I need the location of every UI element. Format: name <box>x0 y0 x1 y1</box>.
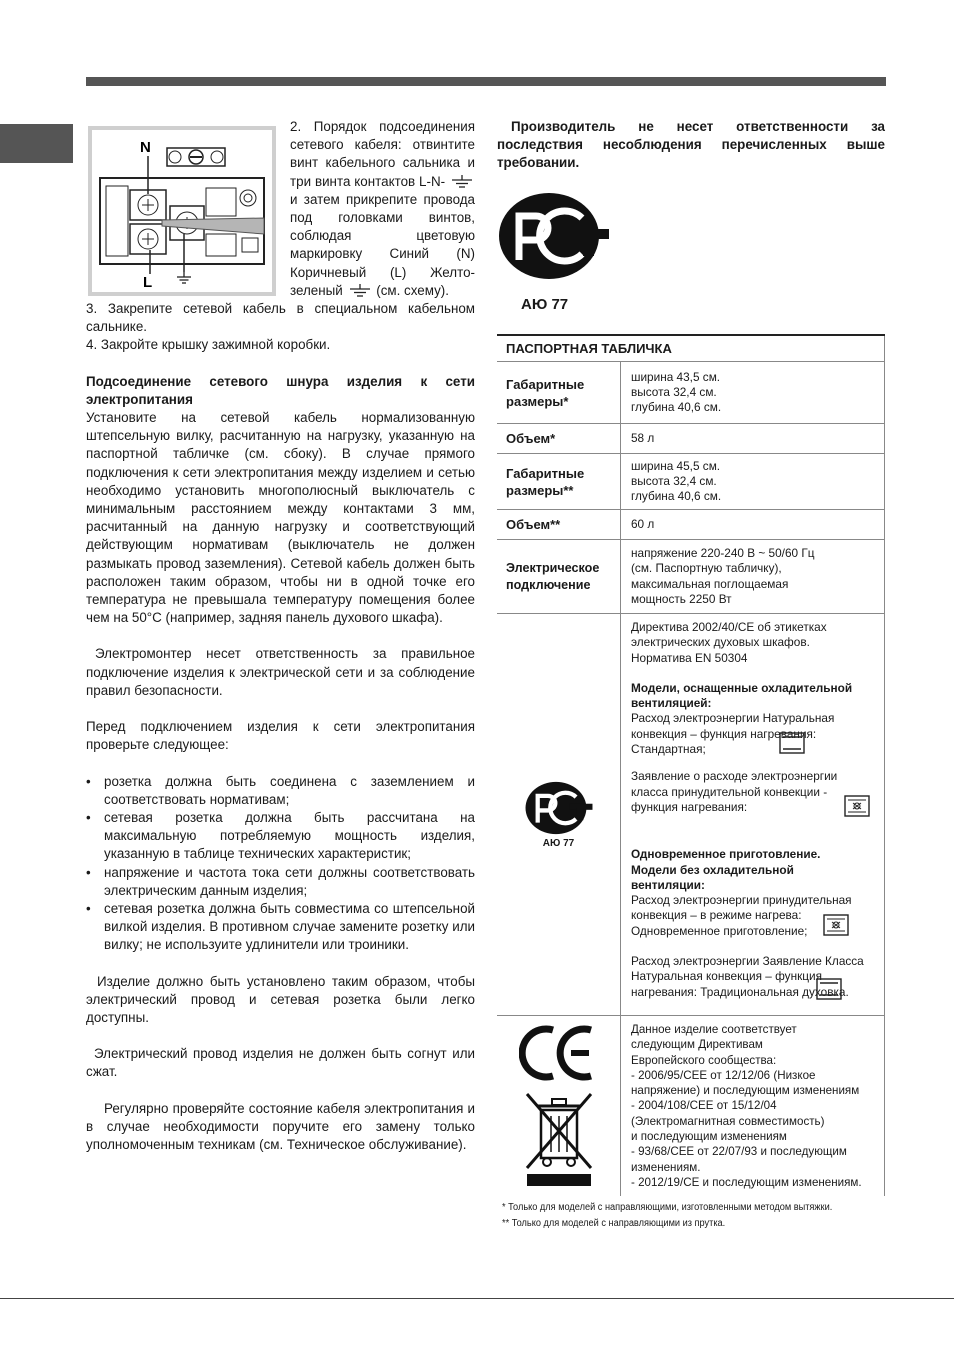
energy-models-cooled: Модели, оснащенные охладительной вентиляцией: <box>631 680 853 711</box>
paragraph-4: Изделие должно быть установлено таким образом, чтобы электрический провод и сетевая розетка были легко доступны. <box>86 973 475 1025</box>
ce-line: изменениям. <box>631 1160 701 1174</box>
dims1-height: высота 32,4 см. <box>631 384 717 399</box>
energy-simultaneous-2: Одновременное приготовление; <box>631 923 808 938</box>
list-item: • напряжение и частота тока сети должны соответствовать электрическим данным изделия; <box>86 864 475 900</box>
fan-oven-icon <box>844 795 870 817</box>
rating-plate-table <box>497 334 885 1196</box>
left-column <box>86 118 475 1154</box>
weee-bin-icon <box>519 1090 599 1190</box>
ce-line: напряжение) и последующим изменениям <box>631 1084 860 1098</box>
energy-simultaneous: Одновременное приготовление. Модели без охладительной вентиляции: <box>631 847 821 892</box>
energy-directive: Директива 2002/40/CE об этикетках электрических духовых шкафов. <box>631 620 827 650</box>
energy-norm: Норматива EN 50304 <box>631 650 748 665</box>
vol2-value: 60 л <box>621 510 885 540</box>
checklist <box>86 773 475 955</box>
paragraph-1: Установите на сетевой кабель нормализованную штепсельную вилку, расчитанную на нагрузку, указанную на паспортной табличке (см. сбоку). В случае прямого подключения к сети электропитания между изделием и сетью необходимо установить многополюсный выключатель с минимальным расстоянием между контактами 3 мм, расчитанный на данную нагрузку и соответствующий действующим нормативам (выключатель не должен размыкать провод заземления). Сетевой кабель должен быть расположен таким образом, чтобы ни в одной точке его температура не превышала температуру помещения более чем на 50°С (например, задняя панель духового шкафа). <box>86 410 475 626</box>
table-row <box>497 540 885 614</box>
diagram-label-l: L <box>143 274 153 291</box>
elec-voltage: напряжение 220-240 В ~ 50/60 Гц <box>631 545 815 560</box>
ce-line: Данное изделие соответствует <box>631 1023 797 1036</box>
energy-standard: Стандартная; <box>631 742 706 757</box>
list-item: • сетевая розетка должна быть совместима со штепсельной вилкой изделия. В противном случае замените розетку или вилку; не используите удлинители или троиники. <box>86 900 475 955</box>
vol1-value: 58 л <box>621 424 885 454</box>
energy-consumption-3: Расход электроэнергии Заявление Класса Натуральная конвекция – функция нагревания: Традициональная духовка. <box>631 954 864 999</box>
ce-line: (Электромагнитная совместимость) <box>631 1114 825 1128</box>
table-row <box>497 362 885 424</box>
vol2-label: Объем** <box>497 510 621 540</box>
diagram-label-n: N <box>140 139 151 156</box>
elec-power: мощность 2250 Вт <box>631 591 732 606</box>
step4-text: 4. Закройте крышку зажимной коробки. <box>86 337 331 353</box>
section-title: Подсоединение сетевого шнура изделия к сети электропитания <box>86 373 475 407</box>
dims1-depth: глубина 40,6 см. <box>631 400 722 415</box>
paragraph-3: Перед подключением изделия к сети электропитания проверьте следующее: <box>86 719 475 753</box>
dims2-width: ширина 45,5 см. <box>631 458 721 473</box>
elec-max: максимальная поглощаемая <box>631 576 789 591</box>
step2b-text: и затем прикрепите провода под головками винтов, соблюдая цветовую маркировку Синий (N) Коричневый (L) Желто-зеленый <box>290 191 475 298</box>
footnote-2: ** Только для моделей с направляющими из прутка. <box>502 1218 726 1229</box>
table-row <box>497 424 885 454</box>
pct-certification-icon <box>497 190 611 282</box>
ce-line: - 93/68/CEE от 22/07/93 и последующим <box>631 1145 847 1159</box>
paragraph-5: Электрический провод изделия не должен быть согнут или сжат. <box>86 1046 475 1080</box>
step3-text: 3. Закрепите сетевой кабель в специальном кабельном сальнике. <box>86 301 475 335</box>
elec-label: Электрическое подключение <box>497 540 621 614</box>
table-row <box>497 454 885 510</box>
dims2-depth: глубина 40,6 см. <box>631 489 722 504</box>
table-title: ПАСПОРТНАЯ ТАБЛИЧКА <box>497 335 885 362</box>
ce-line: - 2012/19/CE и последующим изменениям. <box>631 1175 862 1189</box>
ce-line: следующим Директивам <box>631 1038 763 1052</box>
pct-certification-icon <box>524 780 594 836</box>
energy-consumption-2: Расход электроэнергии принудительная конвекция – в режиме нагрева: <box>631 893 852 923</box>
ce-line: Европейского сообщества: <box>631 1053 777 1067</box>
table-row <box>497 510 885 540</box>
pct-code: АЮ 77 <box>521 296 569 313</box>
ce-line: и последующим изменениям <box>631 1130 787 1144</box>
conventional-oven-icon <box>816 978 842 1000</box>
energy-pct-code: АЮ 77 <box>542 838 575 849</box>
wiring-diagram-icon <box>92 130 272 292</box>
fan-oven-icon <box>823 914 849 936</box>
terminal-block-diagram <box>88 126 276 296</box>
conventional-oven-icon <box>779 732 805 754</box>
ground-icon <box>347 284 373 298</box>
paragraph-6: Регулярно проверяйте состояние кабеля электропитания и в случае необходимости поручите его замену только уполномоченным техникам (см. Техническое обслуживание). <box>86 1100 475 1152</box>
elec-ref: (см. Паспортную табличку), <box>631 561 782 576</box>
ce-mark-icon <box>519 1022 599 1084</box>
dims2-label: Габаритные размеры** <box>497 454 621 510</box>
footnote-1: * Только для моделей с направляющими, изготовленными методом вытяжки. <box>502 1202 833 1213</box>
liability-note: Производитель не несет ответственности за последствия несоблюдения перечисленных выше требовании. <box>497 119 885 171</box>
ce-line: - 2004/108/CEE от 15/12/04 <box>631 1099 777 1113</box>
paragraph-2: Электромонтер несет ответственность за правильное подключение изделия к электрической сети и за соблюдение правил безопасности. <box>86 646 475 698</box>
list-item: • розетка должна быть соединена с заземлением и соответствовать нормативам; <box>86 773 475 809</box>
table-row <box>497 1016 885 1196</box>
energy-declaration: Заявление о расходе электроэнергии класса принудительной конвекции - функция нагревания: <box>631 769 838 814</box>
dims1-width: ширина 43,5 см. <box>631 369 721 384</box>
energy-consumption-1: Расход электроэнергии Натуральная конвекция – функция нагревания: <box>631 711 835 741</box>
list-item: • сетевая розетка должна быть рассчитана на максимальную потребляемую мощность изделия, указанную в таблице технических характеристик; <box>86 809 475 864</box>
header-bar <box>86 77 886 86</box>
footer-rule <box>0 1298 954 1299</box>
dims1-label: Габаритные размеры* <box>497 362 621 424</box>
vol1-label: Объем* <box>497 424 621 454</box>
table-row <box>497 614 885 1016</box>
section-tab <box>0 124 73 163</box>
ce-line: - 2006/95/CEE от 12/12/06 (Низкое <box>631 1068 816 1082</box>
step2c-text: (см. схему). <box>376 282 449 298</box>
ground-icon <box>449 175 475 189</box>
step2-text: 2. Порядок подсоединения сетевого кабеля: отвинтите винт кабельного сальника и три винта контактов L-N- <box>290 119 475 189</box>
dims2-height: высота 32,4 см. <box>631 473 717 488</box>
right-column <box>497 118 885 1229</box>
